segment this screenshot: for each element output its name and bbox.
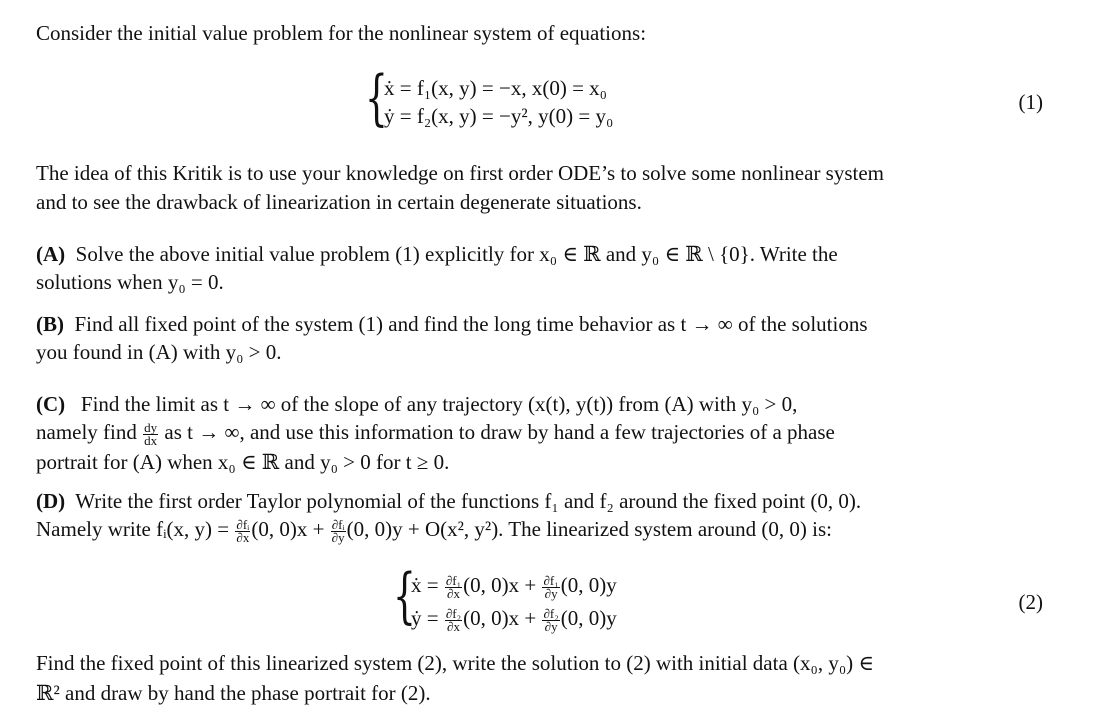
- part-d-label: (D): [36, 489, 66, 513]
- df2-dy-fraction: [542, 605, 559, 634]
- part-b-label: (B): [36, 312, 64, 336]
- pd-num-x: ∂fᵢ: [236, 516, 250, 532]
- df1-num-2: ∂f₁: [543, 572, 559, 588]
- df2-num: ∂f₂: [445, 605, 462, 621]
- frac-denominator: dx: [144, 432, 158, 448]
- row2-y-term: (0, 0)y: [560, 606, 617, 630]
- system-1-row-2: ẏ = f₂(x, y) = −y², y(0) = y₀: [384, 104, 614, 128]
- dy-den-2: ∂y: [544, 618, 558, 634]
- partial-fx-fraction: [235, 516, 250, 545]
- left-brace-1: {: [365, 63, 388, 133]
- part-c-text-1: Find the limit as t → ∞ of the slope of any trajectory (x(t), y(t)) from (A) with y₀ > 0,: [80, 392, 798, 416]
- part-d-line-2: [36, 516, 832, 544]
- equation-number-2: (2): [1018, 590, 1043, 614]
- system-1-row-1: ẋ = f₁(x, y) = −x, x(0) = x₀: [384, 76, 607, 100]
- part-d-text-2c: (0, 0)y + O(x², y²). The linearized system around (0, 0) is:: [346, 517, 832, 541]
- intro-text: Consider the initial value problem for the nonlinear system of equations:: [36, 21, 647, 45]
- part-a-line-2: solutions when y₀ = 0.: [36, 270, 224, 294]
- part-b-text-1: Find all fixed point of the system (1) and find the long time behavior as t → ∞ of the solutions: [74, 312, 868, 336]
- ydot-label: ẏ =: [411, 606, 439, 630]
- partial-fy-fraction: [331, 516, 346, 545]
- dx-den-2: ∂x: [447, 618, 460, 634]
- part-c-line-3: portrait for (A) when x₀ ∈ ℝ and y₀ > 0 for t ≥ 0.: [36, 450, 450, 474]
- part-c-label: (C): [36, 392, 66, 416]
- part-d-line-1: [36, 488, 861, 514]
- pd-den-y: ∂y: [331, 529, 345, 545]
- part-b-line-1: [36, 311, 868, 337]
- part-d-text-1: Write the first order Taylor polynomial of the functions f₁ and f₂ around the fixed point (0, 0).: [75, 489, 862, 513]
- pd-num-y: ∂fᵢ: [331, 516, 345, 532]
- row1-y-term: (0, 0)y: [560, 573, 617, 597]
- part-d-text-2a: Namely write fᵢ(x, y) =: [36, 517, 230, 541]
- df1-dx-fraction: [445, 572, 462, 601]
- xdot-label: ẋ =: [411, 573, 439, 597]
- df1-num: ∂f₁: [445, 572, 462, 588]
- pd-den-x: ∂x: [236, 529, 250, 545]
- purpose-line-1: The idea of this Kritik is to use your knowledge on first order ODE’s to solve some nonlinear system: [36, 161, 885, 185]
- part-a-label: (A): [36, 242, 66, 266]
- equation-number-1: (1): [1018, 90, 1043, 114]
- df2-num-2: ∂f₂: [543, 605, 559, 621]
- dy-den: ∂y: [544, 585, 558, 601]
- left-brace-2: {: [393, 561, 416, 631]
- row2-x-term: (0, 0)x +: [463, 606, 537, 630]
- part-b-line-2: you found in (A) with y₀ > 0.: [36, 340, 282, 364]
- system-2-row-1: [411, 572, 617, 600]
- frac-numerator: dy: [144, 419, 158, 435]
- final-line-2: ℝ² and draw by hand the phase portrait for (2).: [36, 681, 431, 705]
- dx-den: ∂x: [447, 585, 460, 601]
- system-2-row-2: [411, 605, 617, 633]
- part-c-text-2a: namely find: [36, 420, 137, 444]
- row1-x-term: (0, 0)x +: [463, 573, 537, 597]
- part-a-text-1: Solve the above initial value problem (1) explicitly for x₀ ∈ ℝ and y₀ ∈ ℝ \ {0}. Write the: [75, 242, 838, 266]
- purpose-line-2: and to see the drawback of linearization in certain degenerate situations.: [36, 190, 642, 214]
- final-line-1: Find the fixed point of this linearized system (2), write the solution to (2) with initial data (x₀, y₀) ∈: [36, 651, 874, 675]
- df1-dy-fraction: [542, 572, 559, 601]
- part-c-line-1: [36, 391, 797, 417]
- part-c-line-2: [36, 419, 835, 447]
- part-d-text-2b: (0, 0)x +: [251, 517, 325, 541]
- dy-dx-fraction: [143, 419, 158, 448]
- part-a-line-1: [36, 241, 838, 267]
- part-c-text-2b: as t → ∞, and use this information to draw by hand a few trajectories of a phase: [164, 420, 835, 444]
- df2-dx-fraction: [445, 605, 462, 634]
